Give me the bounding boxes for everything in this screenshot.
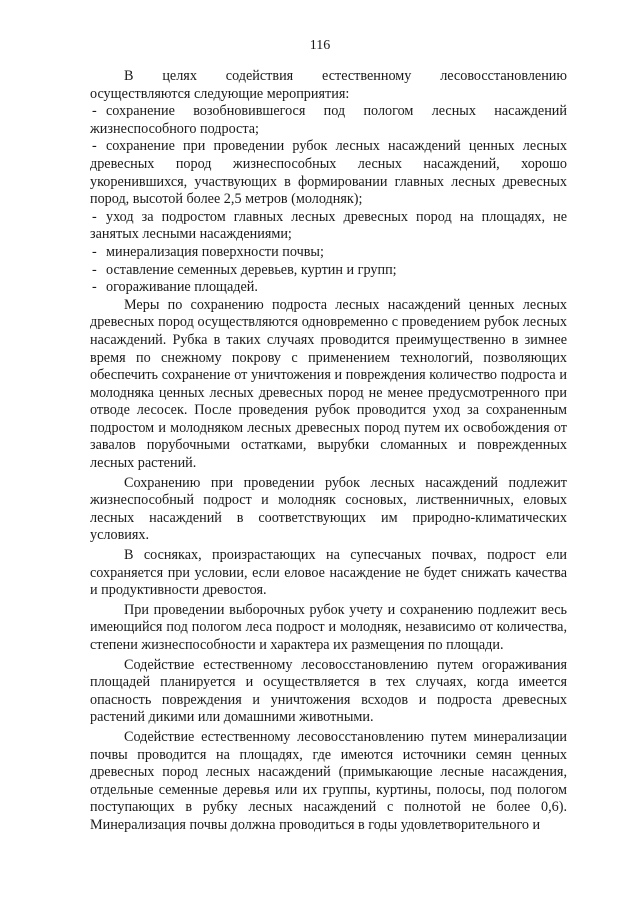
list-item <box>90 138 567 208</box>
list-marker: - <box>92 243 97 260</box>
list-item-text: сохранение возобновившегося под пологом лесных насаждений жизнеспособного подроста; <box>90 103 567 137</box>
document-body <box>90 68 567 835</box>
paragraph: Меры по сохранению подроста лесных насаждений ценных лесных древесных пород осуществляются одновременно с проведением рубок лесных насаждений. Рубка в таких случаях проводится преимущественно в зимнее время по снежному покрову с применением технологий, позволяющих обеспечить сохранение от уничтожения и повреждения количество подроста и молодняка ценных лесных древесных пород не менее предусмотренного при отводе лесосек. После проведения рубок проводится уход за сохраненным подростом и молодняком лесных древесных пород путем их освобождения от завалов порубочными остатками, вырубки сломанных и поврежденных лесных растений. <box>90 296 567 472</box>
list-item-text: минерализация поверхности почвы; <box>106 243 324 260</box>
list-item <box>90 244 567 262</box>
paragraph: Содействие естественному лесовосстановлению путем огораживания площадей планируется и осуществляется в тех случаях, когда имеется опасность повреждения и уничтожения всходов и подроста древесных растений дикими или домашними животными. <box>90 656 567 726</box>
list-marker: - <box>92 279 97 296</box>
paragraph: Содействие естественному лесовосстановлению путем минерализации почвы проводится на площадях, где имеются источники семян ценных древесных пород лесных насаждений (примыкающие лесные насаждения, отдельные семенные деревья или их группы, куртины, полосы, под пологом поступающих в рубку лесных насаждений с полнотой не более 0,6). Минерализация почвы должна проводиться в годы удовлетворительного и <box>90 728 567 833</box>
list-marker: - <box>92 208 97 225</box>
list-item <box>90 209 567 244</box>
list-item-text: огораживание площадей. <box>106 279 258 296</box>
paragraph-intro: В целях содействия естественному лесовосстановлению осуществляются следующие мероприятия: <box>90 68 567 102</box>
list-item-text: оставление семенных деревьев, куртин и групп; <box>106 261 397 278</box>
paragraph: При проведении выборочных рубок учету и сохранению подлежит весь имеющийся под пологом леса подрост и молодняк, независимо от количества, степени жизнеспособности и характера их размещения по площади. <box>90 601 567 653</box>
paragraph: В сосняках, произрастающих на супесчаных почвах, подрост ели сохраняется при условии, если еловое насаждение не будет снижать качества и продуктивности древостоя. <box>90 547 567 599</box>
list-marker: - <box>92 103 97 120</box>
list-marker: - <box>92 261 97 278</box>
page-number: 116 <box>309 38 331 53</box>
list-marker: - <box>92 138 97 155</box>
list-item-text: сохранение при проведении рубок лесных насаждений ценных лесных древесных пород жизнеспособных лесных насаждений, хорошо укоренившихся, участвующих в формировании главных лесных древесных пород, высотой более 2,5 метров (молодняк); <box>90 138 567 208</box>
list-item <box>90 103 567 138</box>
list-item <box>90 279 567 297</box>
paragraph: Сохранению при проведении рубок лесных насаждений подлежит жизнеспособный подрост и молодняк сосновых, лиственничных, еловых лесных насаждений в соответствующих им природно-климатических условиях. <box>90 474 567 544</box>
list-item <box>90 262 567 280</box>
list-item-text: уход за подростом главных лесных древесных пород на площадях, не занятых лесными насаждениями; <box>90 208 567 243</box>
